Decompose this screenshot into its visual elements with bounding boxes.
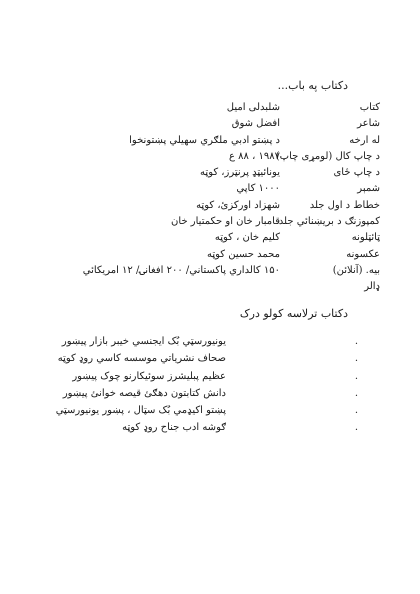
list-item [58, 333, 358, 350]
info-label: له ارخه [349, 134, 380, 146]
bullet: . [354, 422, 358, 434]
bullet: . [354, 336, 358, 347]
availability-list [55, 333, 358, 437]
info-row [80, 133, 380, 149]
info-value: قامبار خان او حکمتیار خان [171, 216, 280, 228]
info-value: یونائیټډ پرنټرز، کوټه [200, 167, 280, 179]
info-row [80, 279, 380, 295]
info-row [80, 263, 380, 279]
list-item [58, 419, 358, 436]
place-text: ګوشه ادب جناح روډ کوټه [122, 422, 226, 434]
info-label: کتاب [359, 102, 380, 113]
place-text: یونیورسټي بُک ایجنسي خیبر بازار پیښور [61, 336, 226, 347]
list-item [55, 402, 358, 419]
info-label: خطاط د اول جلد [309, 199, 380, 211]
info-value: محمد حسین کوټه [206, 248, 280, 260]
info-value: شلبدلی امیل [226, 102, 280, 113]
info-row [80, 100, 380, 116]
info-row [80, 149, 380, 165]
where-to-get-heading: دکتاب ترلاسه کولو درک [239, 307, 348, 320]
info-row [80, 198, 380, 214]
info-row [80, 247, 380, 263]
list-item [58, 368, 358, 385]
about-book-heading: دکتاب په باب... [277, 79, 348, 92]
info-label: ډالر [364, 281, 380, 293]
place-text: صحاف نشریاتي موسسه کاسي روډ کوټه [57, 353, 226, 365]
info-label: کمپوزنګ د بریښنائي جلد [278, 216, 380, 228]
info-label: د چاپ ځای [333, 167, 380, 179]
place-text: پښتو اکیډمي بُک سټال ، پښور یونیورسټي [55, 405, 226, 417]
info-value: د پښتو ادبي ملګري سهیلي پښتونخوا [129, 134, 280, 146]
info-row [80, 116, 380, 132]
info-row [80, 214, 380, 230]
place-text: دانش کتابتون دهګئ قیصه خوانئ پیښور [62, 387, 226, 399]
info-row [80, 165, 380, 181]
info-value: ۱۵۰ کالداري پاکستاني/ ۲۰۰ افغانۍ/ ۱۲ امریکائي [82, 264, 280, 276]
book-info-list [80, 100, 380, 296]
list-item [58, 350, 358, 367]
info-label: بیه. (آنلائن) [332, 264, 380, 276]
info-row [80, 181, 380, 197]
bullet: . [354, 353, 358, 365]
list-item [58, 385, 358, 402]
info-label: د چاپ کال (لومړی چاپ) [275, 150, 380, 162]
bullet: . [354, 387, 358, 399]
info-value: شهزاد اورکزئ، کوټه [196, 199, 280, 211]
bullet: . [354, 405, 358, 417]
info-label: ټائټلونه [351, 232, 380, 244]
bullet: . [354, 370, 358, 382]
info-label: عکسونه [346, 248, 380, 260]
info-label: شمېر [357, 183, 380, 195]
info-value: کلیم خان ، کوټه [214, 232, 280, 244]
place-text: عظیم پبلیشرز سوئیکارنو چوک پیښور [72, 370, 226, 382]
info-label: شاعر [357, 118, 380, 130]
info-row [80, 230, 380, 246]
info-value: ۱۹۸۷ ، ۸۸ ع [229, 150, 280, 162]
info-value: افضل شوق [231, 118, 280, 130]
info-value: ۱۰۰۰ کاپي [236, 183, 280, 195]
